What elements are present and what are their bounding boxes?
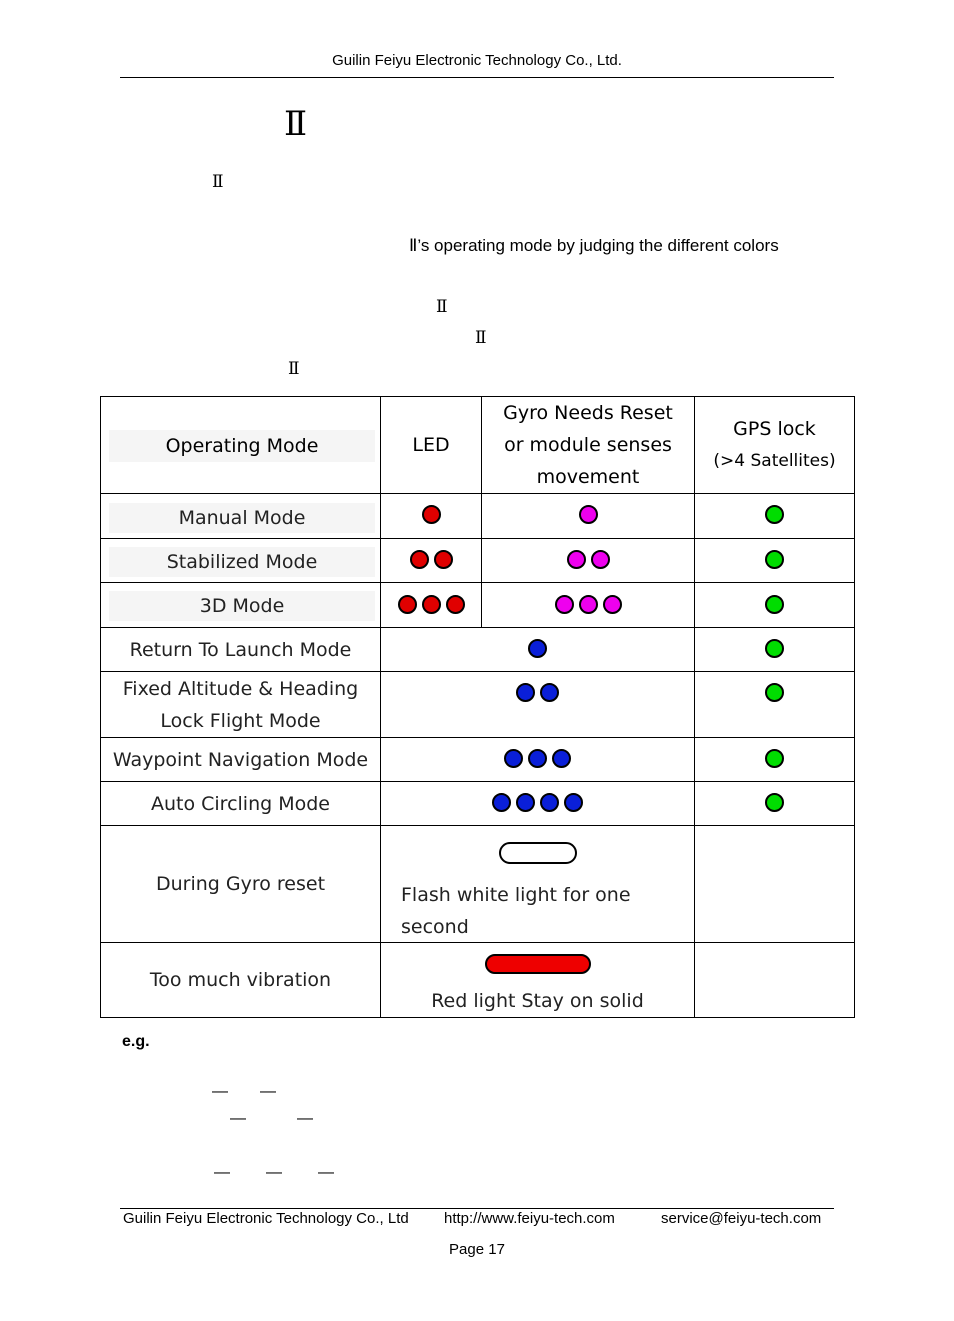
roman-fragment-1: Ⅱ: [212, 172, 224, 192]
dash-mark: —: [297, 1110, 313, 1127]
mode-line: Lock Flight Mode: [160, 709, 321, 732]
gyro-magenta-dot: [591, 550, 610, 569]
gps-green-dot: [765, 505, 784, 524]
dash-mark: —: [260, 1083, 276, 1100]
row-divider: [101, 493, 854, 494]
header-gps-line: GPS lock: [733, 418, 816, 440]
gps-green-dot: [765, 639, 784, 658]
gps-green-dot: [765, 749, 784, 768]
header-gyro-line: or module senses: [504, 434, 672, 456]
red-light-indicator: [485, 954, 591, 974]
led-red-dots: [381, 505, 481, 524]
footer-website-link[interactable]: http://www.feiyu-tech.com: [444, 1210, 615, 1227]
led-mode-table: [100, 396, 855, 1018]
led-red-dot: [422, 505, 441, 524]
led-red-dot: [434, 550, 453, 569]
blue-dots: [381, 683, 694, 702]
mode-auto-circling: Auto Circling Mode: [150, 792, 330, 815]
gps-green-dot: [765, 595, 784, 614]
dash-mark: —: [318, 1164, 334, 1181]
vibration-description: Red light Stay on solid: [431, 990, 644, 1012]
blue-dot: [540, 683, 559, 702]
footer-email-link[interactable]: service@feiyu-tech.com: [661, 1210, 822, 1227]
gps-green-dot: [765, 683, 784, 702]
led-red-dot: [410, 550, 429, 569]
blue-dot: [552, 749, 571, 768]
blue-dots: [381, 793, 694, 812]
gps-green-dots: [695, 749, 854, 768]
gyro-magenta-dot: [555, 595, 574, 614]
gps-green-dots: [695, 793, 854, 812]
footer-company: Guilin Feiyu Electronic Technology Co., Ltd: [123, 1210, 409, 1227]
mode-gyro-reset: During Gyro reset: [155, 873, 326, 895]
dash-mark: —: [214, 1164, 230, 1181]
blue-dot: [516, 793, 535, 812]
blue-dots: [381, 749, 694, 768]
gps-green-dots: [695, 639, 854, 658]
footer-rule: [120, 1208, 834, 1209]
header-gps: [695, 397, 854, 493]
header-gyro-line: Gyro Needs Reset: [503, 402, 673, 424]
gyro-magenta-dots: [482, 550, 694, 569]
gyro-magenta-dot: [567, 550, 586, 569]
blue-dot: [540, 793, 559, 812]
header-operating-mode: Operating Mode: [109, 430, 375, 462]
mode-line: Fixed Altitude & Heading: [122, 677, 359, 700]
header-rule: [120, 77, 834, 78]
eg-label: e.g.: [122, 1033, 150, 1050]
roman-fragment-4: Ⅱ: [288, 359, 300, 379]
header-gyro: [482, 397, 694, 493]
header-gps-line: (>4 Satellites): [713, 451, 836, 471]
mode-waypoint-navigation: Waypoint Navigation Mode: [112, 748, 369, 771]
blue-dot: [528, 749, 547, 768]
row-divider: [101, 582, 854, 583]
led-red-dots: [381, 550, 481, 569]
blue-dots: [381, 639, 694, 658]
gps-green-dot: [765, 793, 784, 812]
header-gyro-line: movement: [536, 466, 640, 488]
mode-fixed-altitude-heading: [101, 672, 380, 737]
gyro-magenta-dots: [482, 505, 694, 524]
white-light-indicator: [499, 842, 577, 864]
roman-fragment-3: Ⅱ: [475, 328, 487, 348]
blue-dot: [504, 749, 523, 768]
mode-return-to-launch: Return To Launch Mode: [129, 638, 352, 661]
blue-dot: [492, 793, 511, 812]
mode-3d: 3D Mode: [109, 591, 375, 621]
dash-mark: —: [212, 1083, 228, 1100]
gps-green-dots: [695, 683, 854, 702]
mode-too-much-vibration: Too much vibration: [149, 969, 332, 991]
page-header-company: Guilin Feiyu Electronic Technology Co., Ltd.: [332, 52, 622, 69]
gyro-reset-description: [401, 879, 691, 943]
description-line: Flash white light for one: [401, 884, 631, 906]
led-red-dot: [422, 595, 441, 614]
led-red-dot: [398, 595, 417, 614]
gps-green-dot: [765, 550, 784, 569]
gyro-magenta-dot: [579, 505, 598, 524]
description-line: second: [401, 916, 469, 938]
gyro-magenta-dot: [579, 595, 598, 614]
dash-mark: —: [266, 1164, 282, 1181]
roman-fragment-2: Ⅱ: [436, 297, 448, 317]
gps-green-dots: [695, 595, 854, 614]
mode-stabilized: Stabilized Mode: [109, 547, 375, 577]
blue-dot: [516, 683, 535, 702]
gyro-magenta-dot: [603, 595, 622, 614]
roman-title: Ⅱ: [284, 104, 308, 144]
gps-green-dots: [695, 550, 854, 569]
operating-mode-sentence: Ⅱ’s operating mode by judging the different colors: [409, 236, 779, 255]
gps-green-dots: [695, 505, 854, 524]
blue-dot: [528, 639, 547, 658]
blue-dot: [564, 793, 583, 812]
header-led: LED: [412, 434, 450, 456]
gyro-magenta-dots: [482, 595, 694, 614]
dash-mark: —: [230, 1110, 246, 1127]
row-divider: [101, 538, 854, 539]
mode-manual: Manual Mode: [109, 503, 375, 533]
page-number: Page 17: [449, 1241, 505, 1258]
led-red-dots: [381, 595, 481, 614]
led-red-dot: [446, 595, 465, 614]
